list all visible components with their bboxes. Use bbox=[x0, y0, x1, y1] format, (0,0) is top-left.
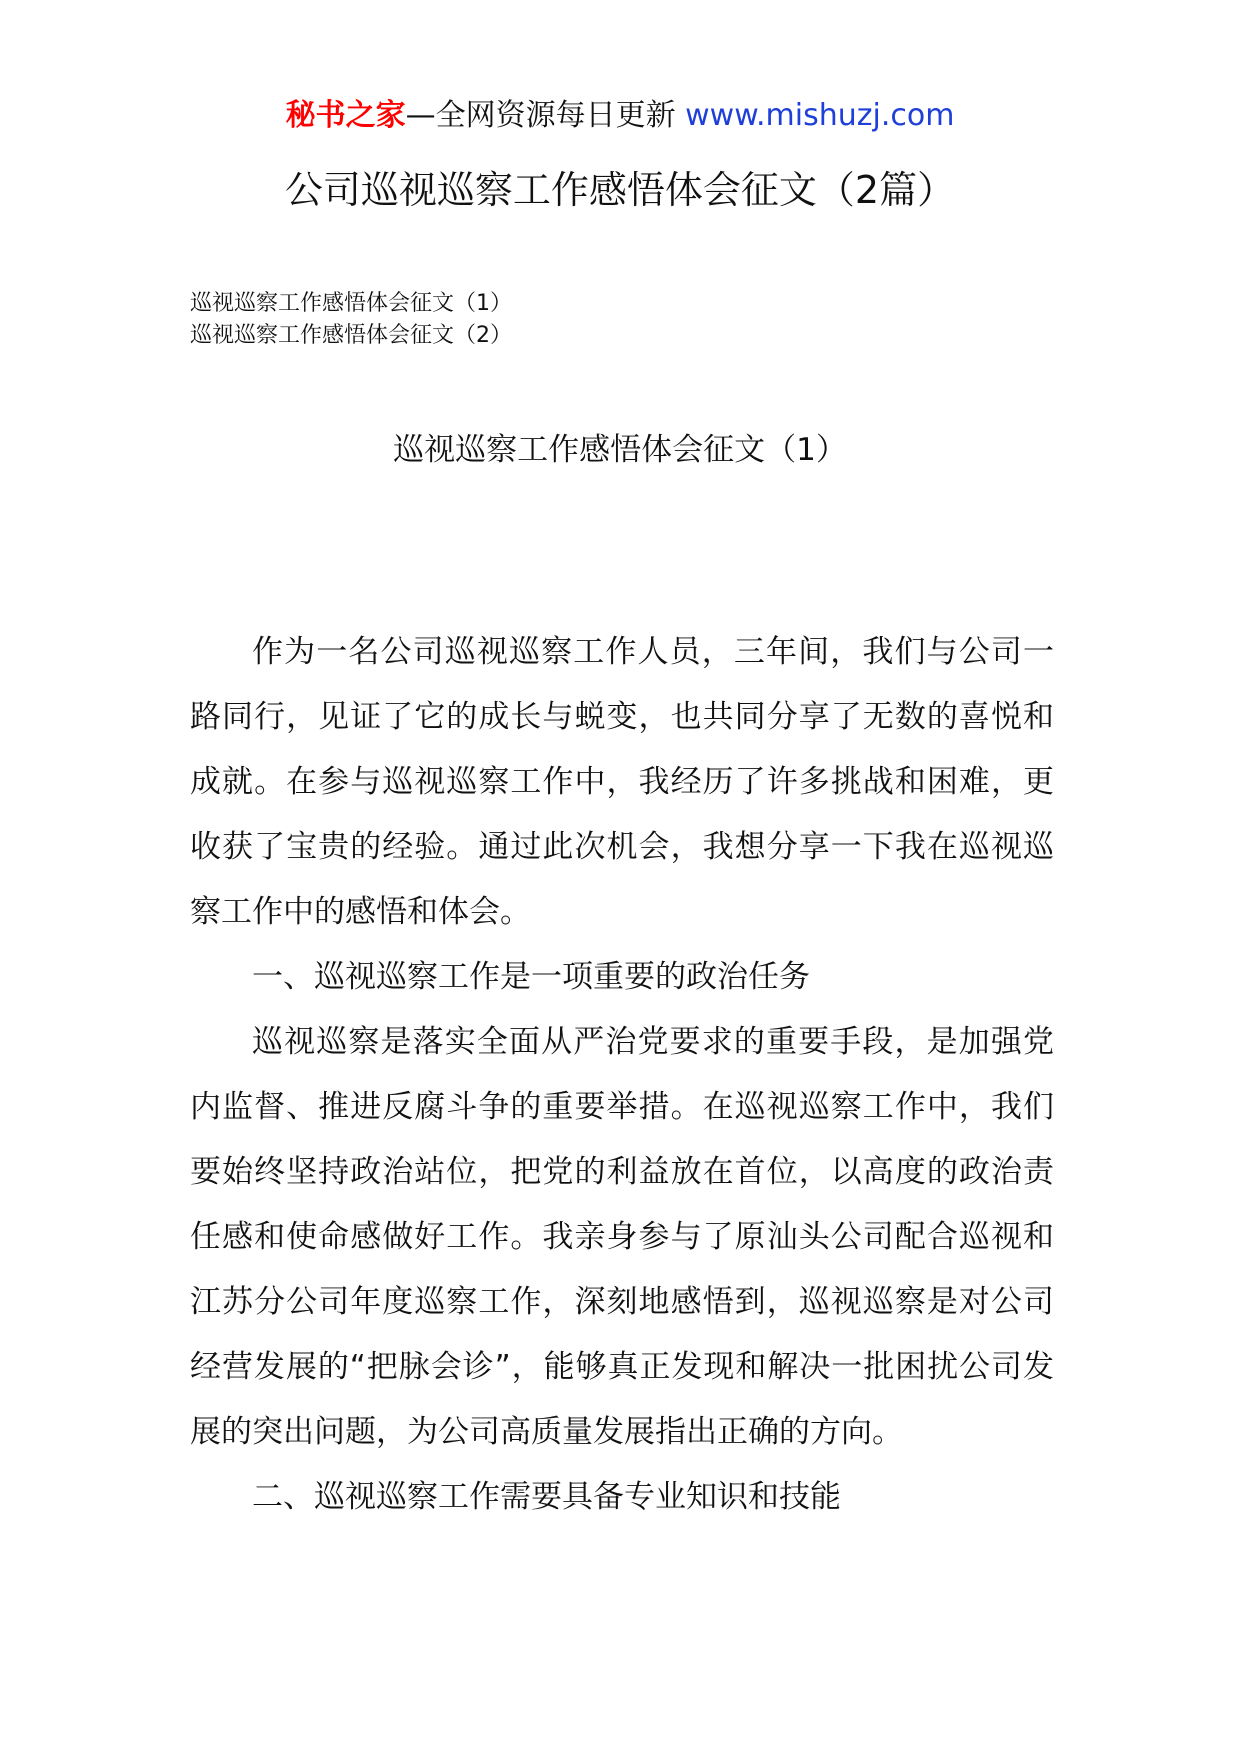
section-title: 巡视巡察工作感悟体会征文（1） bbox=[393, 432, 847, 468]
body-paragraph: 巡视巡察是落实全面从严治党要求的重要手段，是加强党内监督、推进反腐斗争的重要举措。在巡视巡察工作中，我们要始终坚持政治站位，把党的利益放在首位，以高度的政治责任感和使命感做好工作。我亲身参与了原汕头公司配合巡视和江苏分公司年度巡察工作，深刻地感悟到，巡视巡察是对公司经营发展的“把脉会诊”，能够真正发现和解决一批困扰公司发展的突出问题，为公司高质量发展指出正确的方向。 bbox=[190, 1024, 1054, 1450]
toc-item[interactable]: 巡视巡察工作感悟体会征文（2） bbox=[190, 323, 512, 348]
document-body bbox=[190, 620, 1054, 1530]
site-url-link[interactable]: www.mishuzj.com bbox=[685, 98, 955, 133]
section-heading: 一、巡视巡察工作是一项重要的政治任务 bbox=[252, 959, 810, 995]
body-paragraph: 作为一名公司巡视巡察工作人员，三年间，我们与公司一路同行，见证了它的成长与蜕变，也共同分享了无数的喜悦和成就。在参与巡视巡察工作中，我经历了许多挑战和困难，更收获了宝贵的经验。通过此次机会，我想分享一下我在巡视巡察工作中的感悟和体会。 bbox=[190, 634, 1054, 930]
site-name: 秘书之家 bbox=[285, 98, 406, 133]
section-heading: 二、巡视巡察工作需要具备专业知识和技能 bbox=[252, 1479, 841, 1515]
table-of-contents bbox=[190, 288, 512, 352]
site-tagline: —全网资源每日更新 bbox=[405, 98, 676, 133]
site-banner bbox=[0, 98, 1240, 134]
document-title: 公司巡视巡察工作感悟体会征文（2篇） bbox=[284, 168, 956, 212]
toc-item[interactable]: 巡视巡察工作感悟体会征文（1） bbox=[190, 291, 512, 316]
